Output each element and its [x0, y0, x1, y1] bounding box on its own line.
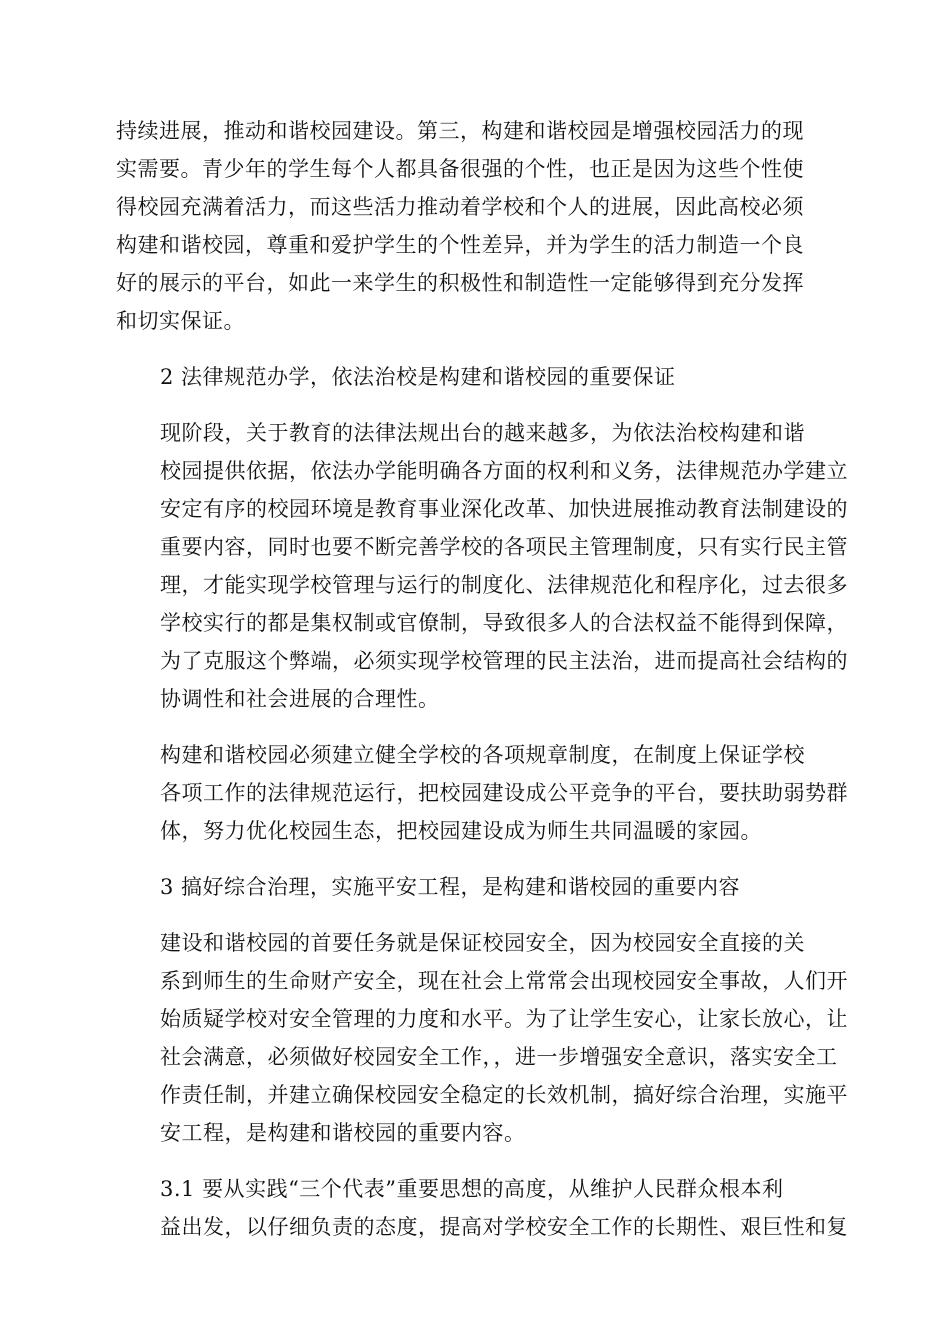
text-line: 好的展示的平台，如此一来学生的积极性和制造性一定能够得到充分发挥 — [116, 271, 804, 295]
text-line: 构建和谐校园必须建立健全学校的各项规章制度，在制度上保证学校 — [160, 743, 805, 767]
body-paragraph — [116, 414, 848, 718]
text-line: 2 法律规范办学，依法治校是构建和谐校园的重要保证 — [160, 365, 676, 389]
text-line: 得校园充满着活力，而这些活力推动着学校和个人的进展，因此高校必须 — [116, 195, 804, 219]
text-line: 和切实保证。 — [116, 309, 245, 333]
text-line: 体，努力优化校园生态，把校园建设成为师生共同温暖的家园。 — [160, 819, 762, 843]
text-line: 现阶段，关于教育的法律法规出台的越来越多，为依法治校构建和谐 — [160, 421, 805, 445]
document-body — [116, 112, 848, 1246]
text-line: 学校实行的都是集权制或官僚制，导致很多人的合法权益不能得到保障， — [160, 611, 848, 635]
body-paragraph — [116, 112, 836, 340]
body-paragraph — [116, 736, 848, 850]
text-line: 校园提供依据，依法办学能明确各方面的权利和义务，法律规范办学建立 — [160, 459, 848, 483]
text-line: 协调性和社会进展的合理性。 — [160, 687, 440, 711]
text-line: 3 搞好综合治理，实施平安工程，是构建和谐校园的重要内容 — [160, 875, 741, 899]
text-line: 各项工作的法律规范运行，把校园建设成公平竞争的平台，要扶助弱势群 — [160, 781, 848, 805]
text-line: 益出发，以仔细负责的态度，提高对学校安全工作的长期性、艰巨性和复 — [160, 1215, 848, 1239]
text-line: 安工程，是构建和谐校园的重要内容。 — [160, 1121, 526, 1145]
text-line: 构建和谐校园，尊重和爱护学生的个性差异，并为学生的活力制造一个良 — [116, 233, 804, 257]
text-line: 为了克服这个弊端，必须实现学校管理的民主法治，进而提高社会结构的 — [160, 649, 848, 673]
text-line: 重要内容，同时也要不断完善学校的各项民主管理制度，只有实行民主管 — [160, 535, 848, 559]
text-line: 理，才能实现学校管理与运行的制度化、法律规范化和程序化，过去很多 — [160, 573, 848, 597]
text-line: 作责任制，并建立确保校园安全稳定的长效机制，搞好综合治理，实施平 — [160, 1083, 848, 1107]
text-line: 持续进展，推动和谐校园建设。第三，构建和谐校园是增强校园活力的现 — [116, 119, 804, 143]
text-line: 社会满意，必须做好校园安全工作，，进一步增强安全意识，落实安全工 — [160, 1045, 838, 1069]
body-paragraph — [116, 924, 848, 1152]
text-line: 始质疑学校对安全管理的力度和水平。为了让学生安心，让家长放心，让 — [160, 1007, 848, 1031]
text-line: 实需要。青少年的学生每个人都具备很强的个性，也正是因为这些个性使 — [116, 157, 804, 181]
text-line: 3.1 要从实践“三个代表”重要思想的高度，从维护人民群众根本利 — [160, 1177, 784, 1201]
text-line: 安定有序的校园环境是教育事业深化改革、加快进展推动教育法制建设的 — [160, 497, 848, 521]
body-paragraph — [116, 1170, 848, 1246]
text-line: 系到师生的生命财产安全，现在社会上常常会出现校园安全事故，人们开 — [160, 969, 848, 993]
text-line: 建设和谐校园的首要任务就是保证校园安全，因为校园安全直接的关 — [160, 931, 805, 955]
section-heading — [116, 868, 836, 906]
section-heading — [116, 358, 836, 396]
